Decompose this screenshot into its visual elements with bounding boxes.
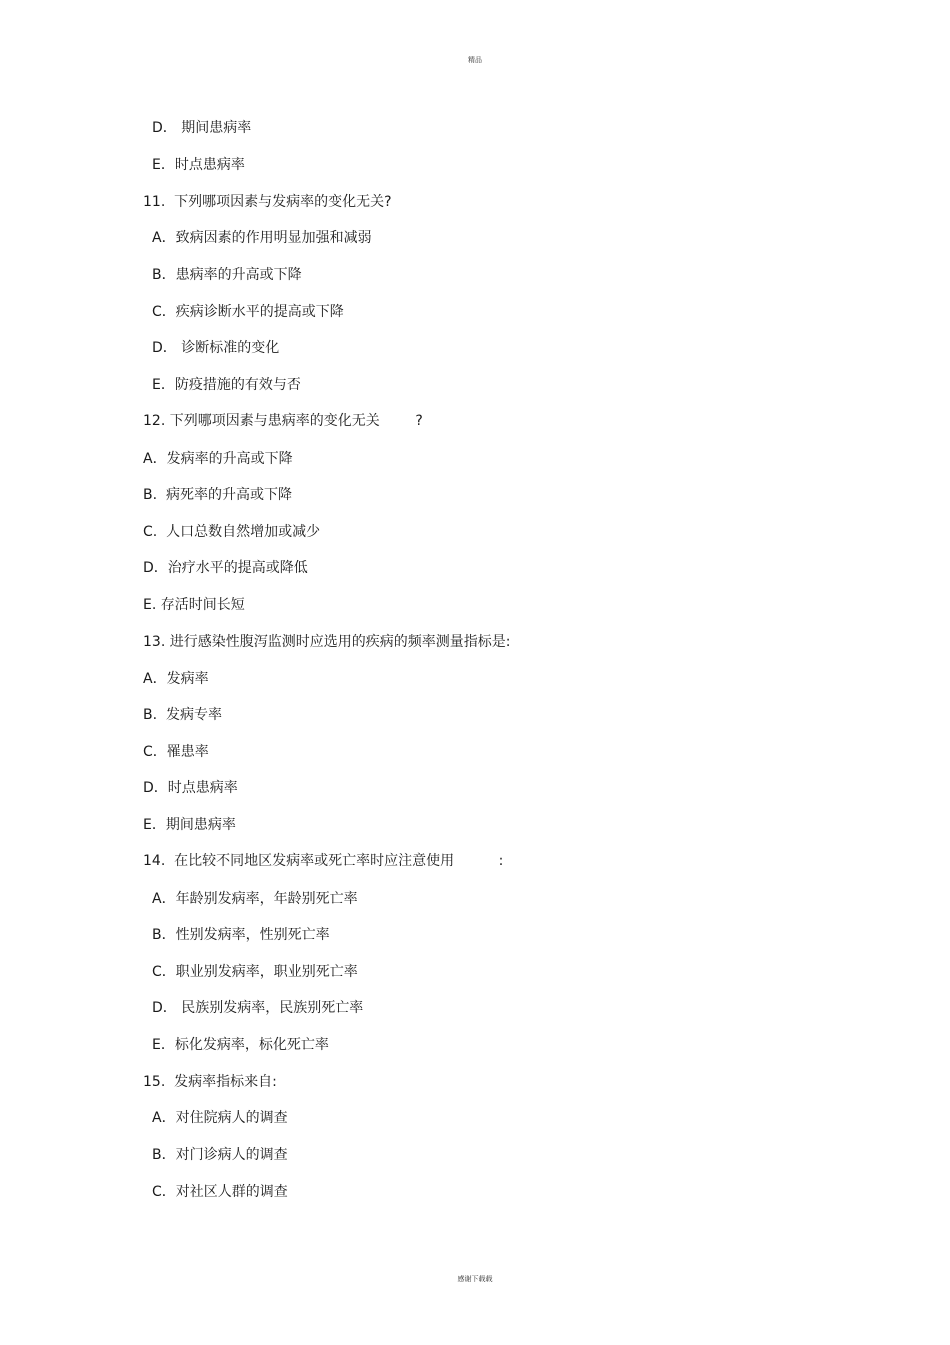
question-11: 11. 下列哪项因素与发病率的变化无关? xyxy=(143,194,392,210)
option-13-b: B. 发病专率 xyxy=(143,707,222,723)
option-12-b: B. 病死率的升高或下降 xyxy=(143,487,292,503)
question-12: 12. 下列哪项因素与患病率的变化无关 ? xyxy=(143,413,423,429)
option-10-e: E．时点患病率 xyxy=(152,157,245,173)
option-12-e: E. 存活时间长短 xyxy=(143,597,245,613)
question-15: 15. 发病率指标来自: xyxy=(143,1074,277,1090)
option-12-c: C. 人口总数自然增加或减少 xyxy=(143,524,321,540)
option-11-b: B．患病率的升高或下降 xyxy=(152,267,302,283)
page-footer: 感谢下载载 xyxy=(457,1275,493,1283)
question-14: 14. 在比较不同地区发病率或死亡率时应注意使用 : xyxy=(143,853,504,869)
option-11-e: E．防疫措施的有效与否 xyxy=(152,377,301,393)
option-13-e: E．期间患病率 xyxy=(143,817,236,833)
option-15-a: A．对住院病人的调查 xyxy=(152,1110,288,1126)
option-12-d: D．治疗水平的提高或降低 xyxy=(143,560,308,576)
page-header: 精品 xyxy=(468,56,482,64)
option-11-a: A．致病因素的作用明显加强和减弱 xyxy=(152,230,372,246)
option-11-c: C．疾病诊断水平的提高或下降 xyxy=(152,304,344,320)
option-13-c: C．罹患率 xyxy=(143,744,209,760)
option-10-d: D． 期间患病率 xyxy=(152,120,252,136)
option-14-e: E．标化发病率，标化死亡率 xyxy=(152,1037,329,1053)
option-15-c: C．对社区人群的调查 xyxy=(152,1184,288,1200)
option-14-b: B．性别发病率，性别死亡率 xyxy=(152,927,330,943)
option-15-b: B．对门诊病人的调查 xyxy=(152,1147,288,1163)
option-12-a: A．发病率的升高或下降 xyxy=(143,451,293,467)
question-13: 13. 进行感染性腹泻监测时应选用的疾病的频率测量指标是: xyxy=(143,634,511,650)
option-14-c: C．职业别发病率，职业别死亡率 xyxy=(152,964,358,980)
option-14-d: D． 民族别发病率，民族别死亡率 xyxy=(152,1000,364,1016)
option-14-a: A．年龄别发病率，年龄别死亡率 xyxy=(152,891,358,907)
option-13-d: D．时点患病率 xyxy=(143,780,238,796)
option-11-d: D． 诊断标准的变化 xyxy=(152,340,280,356)
option-13-a: A．发病率 xyxy=(143,671,209,687)
